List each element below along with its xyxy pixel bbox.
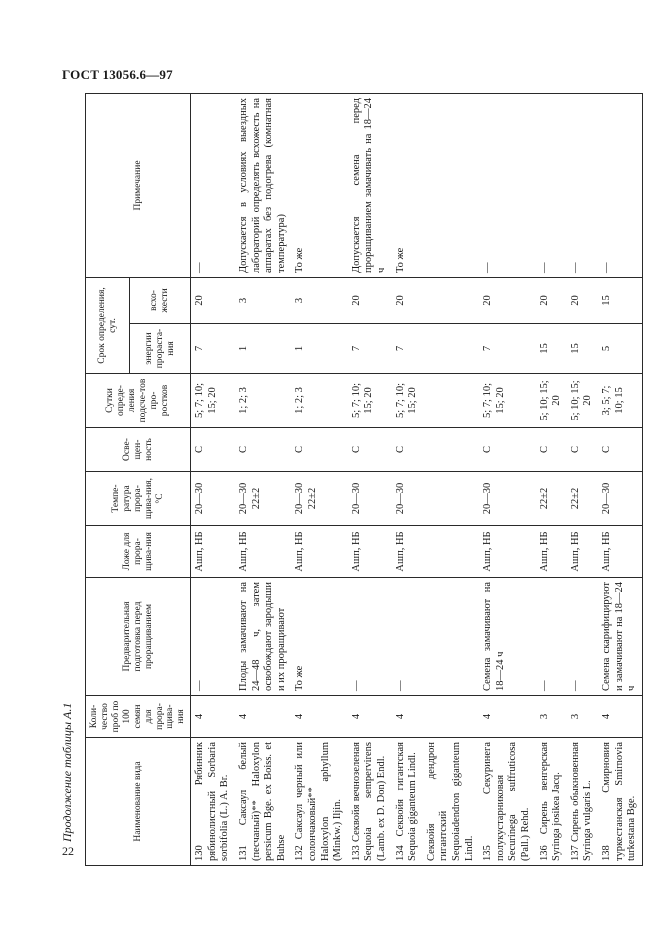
cell-bed (423, 526, 479, 578)
cell-days: 5; 7; 10; 15; 20 (191, 374, 235, 428)
table-row (598, 93, 642, 865)
col-header-temp: Темпе-ратура прора-щива-ния, °С (86, 472, 191, 526)
page-number: 22 (62, 844, 74, 858)
cell-bed: Ашп, НБ (191, 526, 235, 578)
col-header-period: Срок определения, сут. (86, 277, 130, 373)
col-header-light: Осве-щен-ность (86, 428, 191, 472)
table-row (392, 93, 423, 865)
table-row (191, 93, 235, 865)
table-row (567, 93, 598, 865)
cell-temp: 20—30 (479, 472, 535, 526)
cell-temp: 20—30 (598, 472, 642, 526)
cell-energy: 15 (536, 324, 567, 374)
cell-germ: 20 (536, 277, 567, 323)
cell-energy: 7 (191, 324, 235, 374)
cell-light: С (567, 428, 598, 472)
cell-prep: Семена скарифицируют и замачивают на 18—24 ч (598, 578, 642, 696)
cell-energy: 15 (567, 324, 598, 374)
cell-bed: Ашп, НБ (479, 526, 535, 578)
cell-name: 131 Саксаул белый (песчаный)** Haloxylon persicum Bge. ex Boiss. et Buhse (235, 738, 291, 866)
cell-prep: — (536, 578, 567, 696)
col-header-energy: энергии прораста-ния (130, 324, 191, 374)
cell-note: — (479, 93, 535, 277)
cell-days: 3; 5; 7; 10; 15 (598, 374, 642, 428)
cell-energy: 7 (348, 324, 392, 374)
table-row (235, 93, 291, 865)
cell-samples: 3 (567, 696, 598, 738)
cell-temp: 20—30 (392, 472, 423, 526)
cell-germ: 20 (567, 277, 598, 323)
cell-prep: Плоды замачивают на 24—48 ч, затем освобождают зародыши и их проращивают (235, 578, 291, 696)
table-row (479, 93, 535, 865)
cell-note: — (567, 93, 598, 277)
cell-samples: 3 (536, 696, 567, 738)
cell-prep: — (567, 578, 598, 696)
cell-note: То же (291, 93, 347, 277)
cell-name: 136 Сирень венгерская Syringa josikea Jacq. (536, 738, 567, 866)
col-header-bed: Ложе для прора-щива-ния (86, 526, 191, 578)
cell-name: 135 Секуринега полукустарниковая Securinega suffruticosa (Pall.) Rehd. (479, 738, 535, 866)
cell-light: С (291, 428, 347, 472)
table-row (536, 93, 567, 865)
cell-light: С (598, 428, 642, 472)
cell-bed: Ашп, НБ (348, 526, 392, 578)
germination-table (85, 93, 643, 866)
cell-note: То же (392, 93, 423, 277)
cell-energy: 1 (291, 324, 347, 374)
cell-germ: 3 (235, 277, 291, 323)
cell-days: 5; 10; 15; 20 (536, 374, 567, 428)
cell-name: 134 Секвойя гигантская Sequoia giganteum Lindl. (392, 738, 423, 866)
cell-samples: 4 (191, 696, 235, 738)
cell-prep: — (392, 578, 423, 696)
cell-samples: 4 (235, 696, 291, 738)
cell-days: 5; 7; 10; 15; 20 (348, 374, 392, 428)
cell-temp: 22±2 (536, 472, 567, 526)
cell-germ: 20 (392, 277, 423, 323)
cell-samples: 4 (479, 696, 535, 738)
cell-samples (423, 696, 479, 738)
col-header-samples: Коли-чество проб по 100 семян для прора-щива-ния (86, 696, 191, 738)
cell-name: 130 Рябинник рябинолистный Sorbaria sorbifolia (L.) A. Br. (191, 738, 235, 866)
col-header-germ: всхо-жести (130, 277, 191, 323)
cell-days: 1; 2; 3 (235, 374, 291, 428)
cell-prep (423, 578, 479, 696)
cell-note: — (598, 93, 642, 277)
rotated-table-container (85, 94, 638, 866)
cell-note: Допускается семена перед проращиванием замачивать на 18—24 ч (348, 93, 392, 277)
cell-energy (423, 324, 479, 374)
cell-light (423, 428, 479, 472)
cell-note: — (191, 93, 235, 277)
cell-germ: 20 (348, 277, 392, 323)
cell-days (423, 374, 479, 428)
cell-bed: Ашп, НБ (291, 526, 347, 578)
cell-days: 5; 7; 10; 15; 20 (479, 374, 535, 428)
table-row (423, 93, 479, 865)
cell-light: С (479, 428, 535, 472)
cell-prep: — (191, 578, 235, 696)
table-row (291, 93, 347, 865)
cell-light: С (235, 428, 291, 472)
cell-note: Допускается в условиях выездных лабораторий определять всхожесть на аппаратах без подогрева (комнатная температура) (235, 93, 291, 277)
cell-energy: 7 (392, 324, 423, 374)
cell-temp: 20—30 22±2 (235, 472, 291, 526)
cell-note (423, 93, 479, 277)
cell-germ: 15 (598, 277, 642, 323)
cell-light: С (191, 428, 235, 472)
cell-germ: 20 (191, 277, 235, 323)
cell-name: Секвойя дендрон гигантский Sequoiadendron giganteum Lindl. (423, 738, 479, 866)
cell-prep: То же (291, 578, 347, 696)
document-header: ГОСТ 13056.6—97 (62, 67, 173, 82)
cell-light: С (392, 428, 423, 472)
cell-samples: 4 (291, 696, 347, 738)
table-row (348, 93, 392, 865)
cell-name: 138 Смирновия туркестанская Smirnovia turkestana Bge. (598, 738, 642, 866)
cell-bed: Ашп, НБ (567, 526, 598, 578)
cell-energy: 1 (235, 324, 291, 374)
table-header-row (86, 93, 130, 865)
cell-bed: Ашп, НБ (598, 526, 642, 578)
table-caption: Продолжение таблицы А.1 (60, 702, 74, 842)
cell-energy: 5 (598, 324, 642, 374)
cell-name: 132 Саксаул черный или солончаковый** Haloxylon aphyllum (Minkw.) Iljin. (291, 738, 347, 866)
cell-bed: Ашп, НБ (536, 526, 567, 578)
cell-prep: Семена замачивают на 18—24 ч (479, 578, 535, 696)
cell-samples: 4 (392, 696, 423, 738)
cell-light: С (348, 428, 392, 472)
cell-energy: 7 (479, 324, 535, 374)
cell-germ (423, 277, 479, 323)
cell-samples: 4 (598, 696, 642, 738)
cell-note: — (536, 93, 567, 277)
cell-germ: 20 (479, 277, 535, 323)
col-header-note: Примечание (86, 93, 191, 277)
cell-temp: 22±2 (567, 472, 598, 526)
cell-temp: 20—30 (191, 472, 235, 526)
cell-temp: 20—30 22±2 (291, 472, 347, 526)
cell-temp: 20—30 (348, 472, 392, 526)
cell-temp (423, 472, 479, 526)
cell-light: С (536, 428, 567, 472)
cell-germ: 3 (291, 277, 347, 323)
col-header-prep: Предварительная подготовка перед проращиванием (86, 578, 191, 696)
col-header-days: Сутки опреде-ления подсче-тов про-ростков (86, 374, 191, 428)
cell-days: 5; 10; 15; 20 (567, 374, 598, 428)
cell-bed: Ашп, НБ (392, 526, 423, 578)
cell-samples: 4 (348, 696, 392, 738)
cell-days: 1; 2; 3 (291, 374, 347, 428)
cell-name: 133 Секвойя вечнозеленая Sequoia sempervirens (Lamb. ex D. Don) Endl. (348, 738, 392, 866)
cell-prep: — (348, 578, 392, 696)
col-header-name: Наименование вида (86, 738, 191, 866)
cell-days: 5; 7; 10; 15; 20 (392, 374, 423, 428)
cell-bed: Ашп, НБ (235, 526, 291, 578)
cell-name: 137 Сирень обыкновенная Syringa vulgaris L. (567, 738, 598, 866)
